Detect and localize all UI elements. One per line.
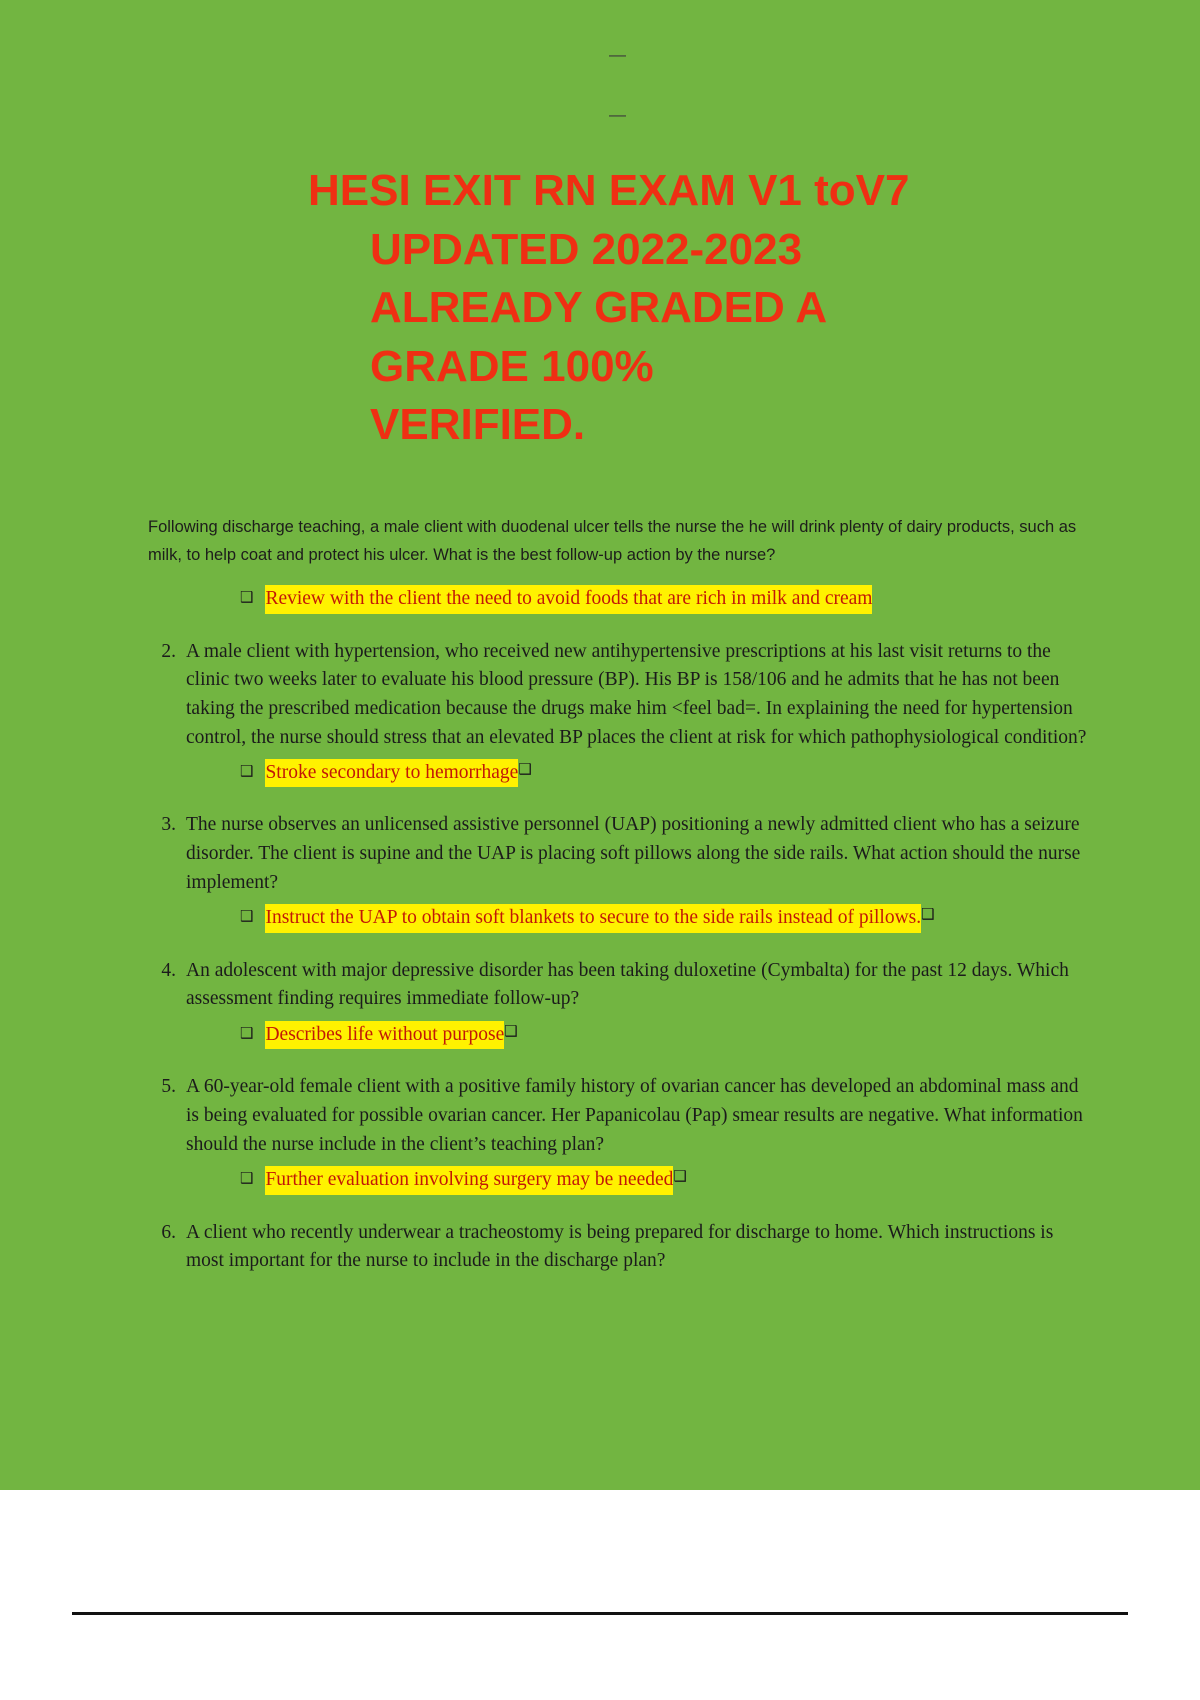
page-title-line-5: VERIFIED. xyxy=(370,400,586,450)
answer-row xyxy=(148,1021,1088,1049)
answer-text: Further evaluation involving surgery may be needed xyxy=(265,1166,673,1194)
checkbox-icon: ❑ xyxy=(240,1169,254,1188)
page-title-line-4: GRADE 100% xyxy=(370,341,654,391)
page-title-line-3: ALREADY GRADED A xyxy=(370,283,828,333)
page-title xyxy=(308,162,1048,455)
question-block xyxy=(148,1219,1088,1276)
question-number: 3. xyxy=(161,814,176,836)
trailing-box-icon: ❑ xyxy=(504,1022,518,1041)
bottom-divider xyxy=(72,1612,1128,1615)
answer-row xyxy=(148,904,1088,932)
checkbox-icon: ❑ xyxy=(240,588,254,607)
answer-text: Review with the client the need to avoid foods that are rich in milk and cream xyxy=(265,585,872,613)
checkbox-icon: ❑ xyxy=(240,907,254,926)
question-number: 4. xyxy=(161,959,176,981)
page-title-line-1: HESI EXIT RN EXAM V1 toV7 xyxy=(308,166,910,215)
document-content xyxy=(148,40,1088,1276)
question-number: 6. xyxy=(161,1221,176,1243)
trailing-box-icon: ❑ xyxy=(921,905,935,924)
question-text: A male client with hypertension, who received new antihypertensive prescriptions at his last visit returns to the clinic two weeks later to evaluate his blood pressure (BP). His BP is 158/106 and he admits that he has not been taking the prescribed medication because the drugs make him <feel bad=. In explaining the need for hypertension control, the nurse should stress that an elevated BP places the client at risk for which pathophysiological condition? xyxy=(186,640,1087,748)
question-number: 2. xyxy=(161,640,176,662)
question-number: 5. xyxy=(161,1076,176,1098)
question-block xyxy=(148,957,1088,1014)
second-separator: — xyxy=(609,105,627,124)
question-text: An adolescent with major depressive disorder has been taking duloxetine (Cymbalta) for the past 12 days. Which assessment finding requires immediate follow-up? xyxy=(186,959,1069,1010)
question-block xyxy=(148,638,1088,753)
checkbox-icon: ❑ xyxy=(240,762,254,781)
question-text: A 60-year-old female client with a positive family history of ovarian cancer has developed an abdominal mass and is being evaluated for possible ovarian cancer. Her Papanicolau (Pap) smear results are negative. What information should the nurse include in the client’s teaching plan? xyxy=(186,1076,1083,1155)
question-text: A client who recently underwear a tracheostomy is being prepared for discharge to home. Which instructions is most important for the nurse to include in the discharge plan? xyxy=(186,1221,1054,1272)
top-separator: — xyxy=(609,45,627,64)
page-title-line-2: UPDATED 2022-2023 xyxy=(370,224,803,274)
answer-text: Stroke secondary to hemorrhage xyxy=(265,759,518,787)
question-block xyxy=(148,811,1088,897)
intro-paragraph: Following discharge teaching, a male client with duodenal ulcer tells the nurse the he will drink plenty of dairy products, such as milk, to help coat and protect his ulcer. What is the best follow-up action by the nurse? xyxy=(148,517,1077,564)
trailing-box-icon: ❑ xyxy=(518,760,532,779)
question-text: The nurse observes an unlicensed assistive personnel (UAP) positioning a newly admitted client who has a seizure disorder. The client is supine and the UAP is placing soft pillows along the side rails. What action should the nurse implement? xyxy=(186,814,1081,893)
answer-row xyxy=(148,585,1088,613)
answer-row xyxy=(148,759,1088,787)
answer-text: Instruct the UAP to obtain soft blankets to secure to the side rails instead of pillows. xyxy=(265,904,921,932)
answer-row xyxy=(148,1166,1088,1194)
checkbox-icon: ❑ xyxy=(240,1024,254,1043)
answer-text: Describes life without purpose xyxy=(265,1021,504,1049)
question-block xyxy=(148,1073,1088,1159)
trailing-box-icon: ❑ xyxy=(673,1167,687,1186)
